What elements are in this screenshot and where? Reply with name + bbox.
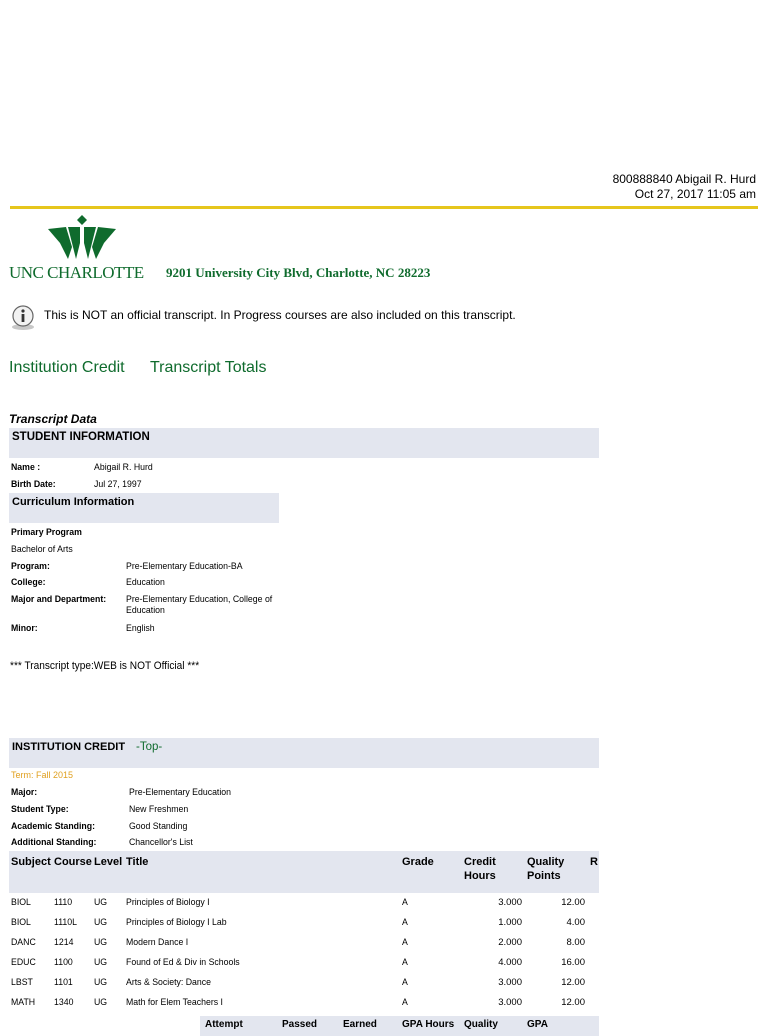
institution-address: 9201 University City Blvd, Charlotte, NC 28223 (166, 265, 431, 280)
cell-title: Found of Ed & Div in Schools (126, 957, 240, 968)
institution-credit-link[interactable]: Institution Credit (9, 359, 125, 376)
cell-grade: A (402, 957, 408, 968)
col-gpa: GPA (527, 1019, 548, 1030)
cell-points: 12.00 (561, 997, 585, 1008)
term-major-value: Pre-Elementary Education (129, 787, 232, 798)
additional-standing-value: Chancellor's List (129, 837, 193, 848)
unofficial-notice: This is NOT an official transcript. In Progress courses are also included on this transcript. (44, 308, 516, 322)
col-quality-line1: Quality (527, 856, 565, 868)
timestamp: Oct 27, 2017 11:05 am (634, 187, 756, 201)
col-quality-points (527, 855, 564, 883)
col-course: Course (54, 856, 92, 868)
col-level: Level (94, 856, 123, 868)
cell-grade: A (402, 897, 408, 908)
student-info-title: STUDENT INFORMATION (12, 431, 150, 443)
cell-grade: A (402, 977, 408, 988)
cell-credit: 3.000 (498, 997, 522, 1008)
student-type-label: Student Type: (11, 804, 69, 815)
transcript-totals-link[interactable]: Transcript Totals (150, 359, 267, 376)
cell-points: 8.00 (566, 937, 585, 948)
cell-course: 1340 (54, 997, 74, 1008)
program-label: Program: (11, 561, 50, 572)
cell-subject: DANC (11, 937, 36, 948)
cell-points: 4.00 (566, 917, 585, 928)
user-id-name: 800888840 Abigail R. Hurd (612, 172, 756, 186)
cell-credit: 2.000 (498, 937, 522, 948)
college-value: Education (126, 577, 165, 588)
logo-wordmark: UNC CHARLOTTE (9, 263, 144, 282)
minor-label: Minor: (11, 623, 38, 634)
col-quality: Quality (464, 1019, 498, 1030)
cell-level: UG (94, 897, 108, 908)
major-department-value-line1: Pre-Elementary Education, College of (126, 594, 273, 605)
top-link[interactable]: -Top- (136, 741, 163, 753)
cell-grade: A (402, 997, 408, 1008)
cell-course: 1214 (54, 937, 74, 948)
college-label: College: (11, 577, 46, 588)
col-subject: Subject (11, 856, 51, 868)
academic-standing-label: Academic Standing: (11, 821, 96, 832)
cell-points: 12.00 (561, 897, 585, 908)
cell-subject: LBST (11, 977, 33, 988)
cell-points: 12.00 (561, 977, 585, 988)
col-earned: Earned (343, 1019, 377, 1030)
cell-credit: 3.000 (498, 977, 522, 988)
col-credit-line2: Hours (464, 870, 496, 882)
birth-date-label: Birth Date: (11, 479, 56, 490)
cell-title: Principles of Biology I Lab (126, 917, 227, 928)
minor-value: English (126, 623, 155, 634)
col-attempt: Attempt (205, 1019, 243, 1030)
cell-grade: A (402, 937, 408, 948)
cell-subject: MATH (11, 997, 36, 1008)
cell-level: UG (94, 957, 108, 968)
cell-course: 1101 (54, 977, 73, 988)
student-type-value: New Freshmen (129, 804, 189, 815)
cell-credit: 1.000 (498, 917, 522, 928)
academic-standing-value: Good Standing (129, 821, 188, 832)
additional-standing-label: Additional Standing: (11, 837, 97, 848)
cell-credit: 4.000 (498, 957, 522, 968)
cell-points: 16.00 (561, 957, 585, 968)
header-divider (10, 206, 758, 209)
info-icon (10, 305, 36, 331)
term-label: Term: Fall 2015 (11, 770, 74, 780)
birth-date-value: Jul 27, 1997 (94, 479, 142, 490)
major-department-label: Major and Department: (11, 594, 107, 605)
cell-credit: 3.000 (498, 897, 522, 908)
cell-grade: A (402, 917, 408, 928)
cell-title: Math for Elem Teachers I (126, 997, 224, 1008)
cell-level: UG (94, 937, 108, 948)
term-major-label: Major: (11, 787, 38, 798)
cell-level: UG (94, 997, 108, 1008)
name-value: Abigail R. Hurd (94, 462, 153, 473)
col-grade: Grade (402, 856, 434, 868)
cell-title: Principles of Biology I (126, 897, 210, 908)
primary-program-label: Primary Program (11, 527, 82, 538)
cell-course: 1110L (54, 917, 78, 928)
program-value: Pre-Elementary Education-BA (126, 561, 243, 572)
cell-subject: BIOL (11, 917, 31, 928)
cell-title: Arts & Society: Dance (126, 977, 212, 988)
cell-title: Modern Dance I (126, 937, 189, 948)
cell-course: 1110 (54, 897, 73, 908)
col-credit-line1: Credit (464, 856, 496, 868)
transcript-type-note: *** Transcript type:WEB is NOT Official *** (10, 660, 200, 672)
col-credit-hours (464, 855, 496, 883)
transcript-data-label: Transcript Data (9, 412, 97, 426)
curriculum-title: Curriculum Information (12, 496, 135, 508)
name-label: Name : (11, 462, 41, 473)
col-quality-line2: Points (527, 870, 561, 882)
cell-course: 1100 (54, 957, 73, 968)
major-department-value-line2: Education (126, 605, 165, 616)
degree-value: Bachelor of Arts (11, 544, 73, 555)
col-title: Title (126, 856, 149, 868)
cell-level: UG (94, 917, 108, 928)
col-passed: Passed (282, 1019, 318, 1030)
unc-charlotte-logo-icon (46, 215, 118, 265)
cell-level: UG (94, 977, 108, 988)
cell-subject: EDUC (11, 957, 36, 968)
user-block (613, 172, 756, 202)
col-gpa-hours: GPA Hours (402, 1019, 455, 1030)
institution-credit-title: INSTITUTION CREDIT (12, 741, 126, 753)
col-r: R (590, 856, 598, 868)
cell-subject: BIOL (11, 897, 31, 908)
